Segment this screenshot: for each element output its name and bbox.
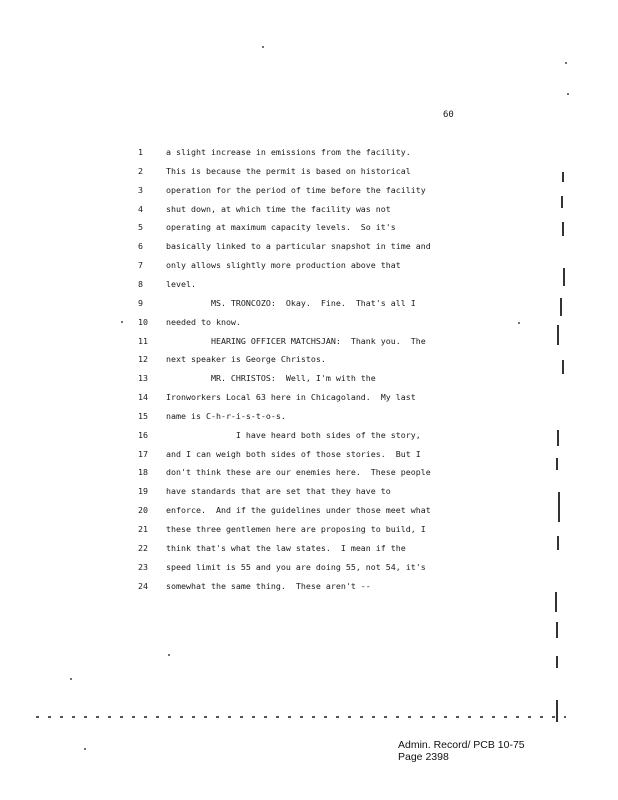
- line-text: speed limit is 55 and you are doing 55, not 54, it's: [166, 561, 426, 572]
- line-text: basically linked to a particular snapshot in time and: [166, 241, 431, 252]
- transcript-line: [0, 448, 618, 467]
- transcript-line: [0, 542, 618, 561]
- transcript-line: [0, 580, 618, 599]
- scan-artifact-dot: [567, 93, 569, 95]
- admin-record-label: Admin. Record/ PCB 10-75: [398, 739, 525, 751]
- line-text: name is C-h-r-i-s-t-o-s.: [166, 410, 286, 421]
- scan-artifact-dot: [262, 46, 264, 48]
- line-text: don't think these are our enemies here. These people: [166, 467, 431, 478]
- line-number: 2: [138, 165, 143, 176]
- line-text: think that's what the law states. I mean if the: [166, 542, 406, 553]
- scan-artifact-mark: [557, 325, 559, 345]
- line-text: somewhat the same thing. These aren't --: [166, 580, 371, 591]
- scan-artifact-mark: [556, 700, 558, 722]
- transcript-line: [0, 410, 618, 429]
- transcript-line: [0, 504, 618, 523]
- transcript-line: [0, 485, 618, 504]
- admin-record-page: Page 2398: [398, 751, 449, 763]
- scan-artifact-dot: [565, 62, 567, 64]
- scan-artifact-mark: [557, 536, 559, 550]
- transcript-line: [0, 429, 618, 448]
- transcript-line: [0, 240, 618, 259]
- transcript-line: [0, 523, 618, 542]
- transcript-line: [0, 391, 618, 410]
- line-text: next speaker is George Christos.: [166, 354, 326, 365]
- admin-record-stamp: [398, 739, 525, 763]
- line-text: Ironworkers Local 63 here in Chicagoland. My last: [166, 392, 416, 403]
- transcript-line: [0, 353, 618, 372]
- scan-artifact-mark: [561, 196, 563, 208]
- transcript-line: [0, 561, 618, 580]
- line-text: and I can weigh both sides of those stories. But I: [166, 448, 421, 459]
- line-number: 19: [138, 486, 148, 497]
- line-text: MR. CHRISTOS: Well, I'm with the: [166, 373, 376, 384]
- transcript-line: [0, 278, 618, 297]
- transcript-line: [0, 372, 618, 391]
- transcript-line: [0, 221, 618, 240]
- line-text: operation for the period of time before the facility: [166, 184, 426, 195]
- line-number: 4: [138, 203, 143, 214]
- line-number: 6: [138, 241, 143, 252]
- line-number: 22: [138, 542, 148, 553]
- scan-artifact-dot: [518, 322, 520, 324]
- line-number: 9: [138, 297, 143, 308]
- transcript-line: [0, 297, 618, 316]
- transcript-line: [0, 203, 618, 222]
- line-text: HEARING OFFICER MATCHSJAN: Thank you. The: [166, 335, 426, 346]
- line-number: 16: [138, 429, 148, 440]
- line-text: shut down, at which time the facility was not: [166, 203, 391, 214]
- line-text: have standards that are set that they have to: [166, 486, 391, 497]
- scan-artifact-mark: [560, 298, 562, 316]
- scan-artifact-dot: [84, 748, 86, 750]
- scan-artifact-dot: [70, 678, 72, 680]
- line-number: 15: [138, 410, 148, 421]
- line-text: enforce. And if the guidelines under those meet what: [166, 505, 431, 516]
- line-text: operating at maximum capacity levels. So it's: [166, 222, 396, 233]
- scan-artifact-dot: [121, 321, 123, 323]
- scan-artifact-mark: [563, 268, 565, 286]
- scan-artifact-mark: [555, 592, 557, 612]
- scan-artifact-mark: [556, 656, 558, 668]
- line-number: 8: [138, 278, 143, 289]
- line-text: This is because the permit is based on historical: [166, 165, 411, 176]
- transcript-line: [0, 184, 618, 203]
- scan-artifact-mark: [557, 430, 559, 446]
- line-number: 13: [138, 373, 148, 384]
- line-number: 10: [138, 316, 148, 327]
- scan-artifact-mark: [562, 222, 564, 236]
- transcript-line: [0, 259, 618, 278]
- line-text: level.: [166, 278, 196, 289]
- transcript-line: [0, 335, 618, 354]
- line-number: 18: [138, 467, 148, 478]
- scan-artifact-mark: [556, 458, 558, 470]
- line-text: needed to know.: [166, 316, 241, 327]
- scan-artifact-dot: [168, 654, 170, 656]
- page-number: 60: [443, 110, 454, 120]
- line-number: 17: [138, 448, 148, 459]
- scan-artifact-mark: [556, 622, 558, 638]
- transcript-line: [0, 316, 618, 335]
- line-number: 20: [138, 505, 148, 516]
- transcript-line: [0, 165, 618, 184]
- line-number: 1: [138, 147, 143, 157]
- line-text: MS. TRONCOZO: Okay. Fine. That's all I: [166, 297, 416, 308]
- transcript-line: [0, 466, 618, 485]
- line-number: 12: [138, 354, 148, 365]
- line-number: 14: [138, 392, 148, 403]
- line-text: I have heard both sides of the story,: [166, 429, 421, 440]
- line-number: 24: [138, 580, 148, 591]
- line-text: a slight increase in emissions from the facility.: [166, 147, 411, 157]
- line-text: only allows slightly more production above that: [166, 260, 401, 271]
- line-number: 23: [138, 561, 148, 572]
- line-number: 5: [138, 222, 143, 233]
- line-text: these three gentlemen here are proposing to build, I: [166, 524, 426, 534]
- line-number: 7: [138, 260, 143, 271]
- transcript-line: [0, 146, 618, 165]
- line-number: 21: [138, 524, 148, 534]
- scan-artifact-dashes: [36, 716, 566, 718]
- line-number: 11: [138, 335, 148, 346]
- line-number: 3: [138, 184, 143, 195]
- scan-artifact-mark: [562, 360, 564, 374]
- scan-artifact-mark: [558, 492, 560, 522]
- scan-artifact-mark: [562, 172, 564, 182]
